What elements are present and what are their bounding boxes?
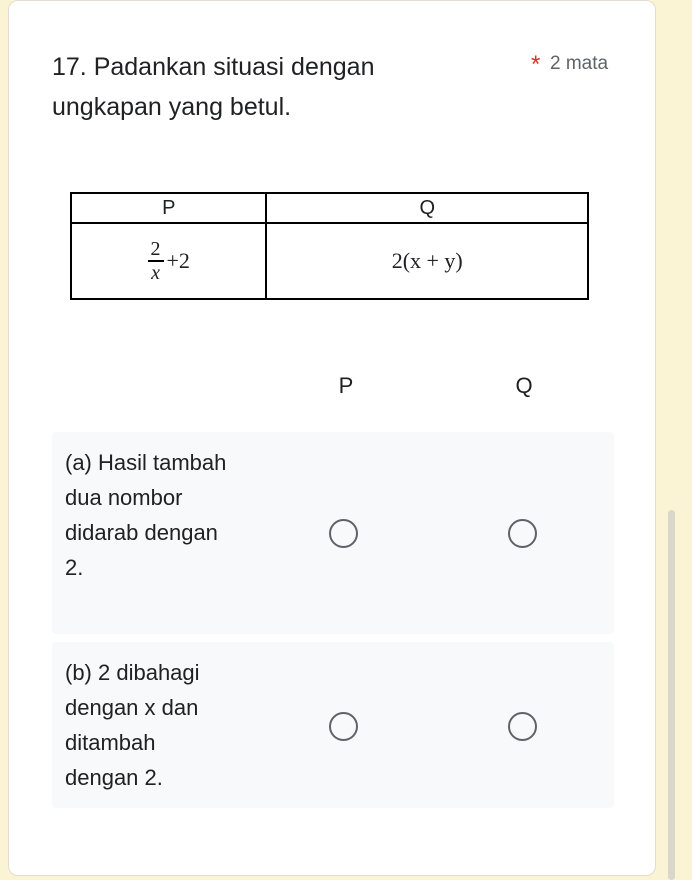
grid-row-label: (b) 2 dibahagi dengan x dan ditambah dengan 2.: [65, 660, 200, 790]
points-label: 2 mata: [550, 53, 609, 74]
radio-row-b-q[interactable]: [508, 712, 537, 741]
radio-row-a-p[interactable]: [329, 519, 358, 548]
fraction-denominator: x: [151, 262, 160, 284]
grid-row-a: [52, 432, 614, 634]
radio-row-b-p[interactable]: [329, 712, 358, 741]
reference-table: [70, 192, 589, 300]
grid-row-label: (a) Hasil tambah dua nombor didarab dengan 2.: [65, 450, 227, 580]
ref-expression-p: [71, 223, 266, 299]
expression-suffix: +2: [166, 248, 190, 273]
fraction: [148, 238, 164, 284]
grid-column-p: P: [338, 373, 354, 398]
question-title: 17. Padankan situasi dengan ungkapan yang betul.: [52, 53, 375, 121]
required-marker: *: [531, 51, 541, 78]
ref-header-q: Q: [266, 193, 588, 223]
scrollbar[interactable]: [668, 510, 675, 880]
grid-row-b: [52, 642, 614, 808]
ref-expression-q: 2(x + y): [266, 223, 588, 299]
fraction-numerator: 2: [148, 238, 164, 262]
question-card: [8, 0, 656, 876]
ref-header-p: P: [71, 193, 266, 223]
radio-row-a-q[interactable]: [508, 519, 537, 548]
grid-column-q: Q: [515, 373, 533, 398]
